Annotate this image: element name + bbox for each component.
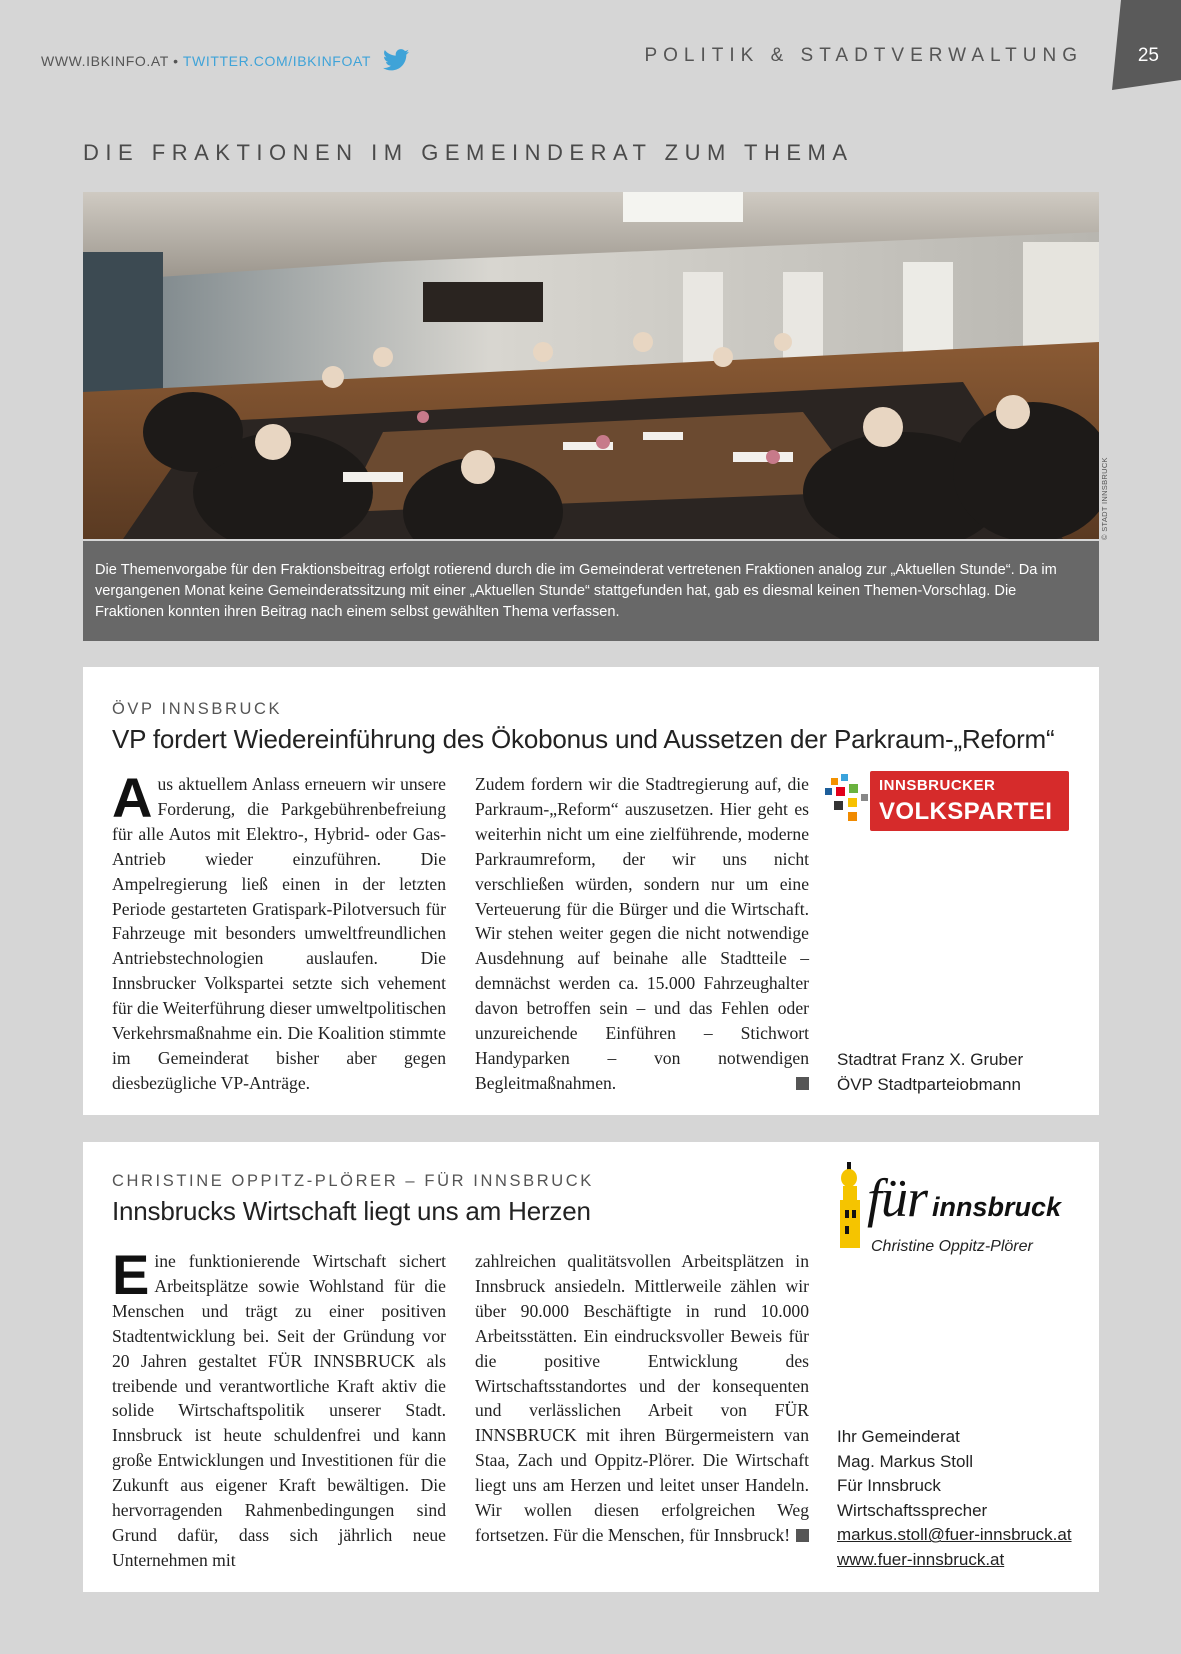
article-oevp bbox=[83, 667, 1099, 1115]
site-links bbox=[41, 49, 409, 71]
article-kicker: CHRISTINE OPPITZ-PLÖRER – FÜR INNSBRUCK bbox=[112, 1172, 594, 1190]
end-mark bbox=[796, 1077, 809, 1090]
page-number: 25 bbox=[1137, 45, 1159, 66]
council-photo bbox=[83, 192, 1099, 539]
signature-block bbox=[837, 1425, 1072, 1573]
article-column-1 bbox=[112, 766, 446, 1096]
article-title: Innsbrucks Wirtschaft liegt uns am Herzen bbox=[112, 1196, 591, 1226]
article-column-2 bbox=[475, 1249, 809, 1548]
article-column-2 bbox=[475, 772, 809, 1096]
end-mark bbox=[796, 1529, 809, 1542]
logo-fuer: für bbox=[867, 1168, 928, 1228]
drop-cap: A bbox=[112, 766, 153, 829]
logo-wordmark bbox=[870, 771, 1069, 831]
website-link[interactable]: www.fuer-innsbruck.at bbox=[837, 1549, 1005, 1569]
logo-name: Christine Oppitz-Plörer bbox=[871, 1238, 1033, 1255]
volkspartei-logo bbox=[825, 771, 1069, 833]
link-separator: • bbox=[168, 53, 183, 69]
twitter-link[interactable]: TWITTER.COM/IBKINFOAT bbox=[182, 53, 371, 69]
column-text: zahlreichen qualitätsvollen Arbeitsplätzen in Innsbruck ansiedeln. Mittlerweile zählen wir über 90.000 Beschäftigte in rund 10.000 Arbeitsstätten. Ein eindrucksvoller Beweis für die positive Entwicklung des Wirtschaftsstandortes und der konsequenten und verlässlichen Arbeit von FÜR INNSBRUCK mit ihren Bürgermeistern van Staa, Zach und Oppitz-Plörer. Die Wirtschaft liegt uns am Herzen und leitet unser Handeln. Wir wollen diesen erfolgreichen Weg fortsetzen. Für die Menschen, für Innsbruck! bbox=[475, 1251, 809, 1545]
email-link[interactable]: markus.stoll@fuer-innsbruck.at bbox=[837, 1525, 1072, 1545]
logo-line-2: VOLKSPARTEI bbox=[879, 798, 1053, 825]
photo-caption: Die Themenvorgabe für den Fraktionsbeitrag erfolgt rotierend durch die im Gemeinderat vertretenen Fraktionen analog zur „Aktuellen Stunde“. Da im vergangenen Monat keine Gemeinderatssitzung mit einer „Aktuellen Stunde“ stattgefunden hat, gab es diesmal keinen Themen-Vorschlag. Die Fraktionen konnten ihren Beitrag nach einem selbst gewählten Thema verfassen. bbox=[83, 541, 1099, 641]
tower-icon bbox=[835, 1162, 867, 1248]
column-text: us aktuellem Anlass erneuern wir unsere Forderung, die Parkgebührenbefreiung für alle Autos mit Elektro-, Hybrid- oder Gas-Antrieb wieder einzuführen. Die Ampelregierung ließ einen in der letzten Periode gestarteten Gratispark-Pilotversuch für Fahrzeuge mit besonders umweltfreundlichen Antriebstechnologien auslaufen. Die Innsbrucker Volkspartei setzte sich vehement für die Weiterführung dieser umweltpolitischen Verkehrsmaßnahme ein. Die Koalition stimmte im Gemeinderat bisher aber gegen diesbezügliche VP-Anträge. bbox=[112, 774, 446, 1093]
signature-line: Wirtschaftssprecher bbox=[837, 1500, 988, 1520]
article-fuer-innsbruck bbox=[83, 1142, 1099, 1592]
signature-line: Ihr Gemeinderat bbox=[837, 1427, 960, 1446]
council-chamber-image bbox=[83, 192, 1099, 539]
logo-squares-icon bbox=[825, 774, 869, 828]
signature-block bbox=[837, 1048, 1023, 1097]
signature-line: ÖVP Stadtparteiobmann bbox=[837, 1074, 1021, 1094]
article-kicker: ÖVP INNSBRUCK bbox=[112, 700, 283, 718]
column-text: ine funktionierende Wirtschaft sichert Arbeitsplätze sowie Wohlstand für die Menschen und trägt zu einer positiven Stadtentwicklung bei. Seit der Gründung vor 20 Jahren gestaltet FÜR INNSBRUCK als treibende und verantwortliche Kraft aktiv die solide Wirtschaftspolitik unserer Stadt. Innsbruck ist heute schuldenfrei und kann große Entwicklungen und Investitionen für die Zukunft aus eigener Kraft bewältigen. Die hervorragenden Rahmenbedingungen sind Grund dafür, dass sich jährlich neue Unternehmen mit bbox=[112, 1251, 446, 1570]
page-heading: DIE FRAKTIONEN IM GEMEINDERAT ZUM THEMA bbox=[83, 140, 854, 165]
article-title: VP fordert Wiedereinführung des Ökobonus und Aussetzen der Parkraum-„Reform“ bbox=[112, 724, 1055, 754]
column-text: Zudem fordern wir die Stadtregierung auf, die Parkraum-„Reform“ auszusetzen. Hier geht es weiterhin nicht um eine zielführende, moderne Parkraumreform, der wir uns nicht verschließen würden, sondern nur um eine Verteuerung für die Bürger und die Wirtschaft. Wir stehen weiter gegen die nicht notwendige Ausdehnung auf beinahe alle Stadtteile – demnächst werden ca. 15.000 Fahrzeughalter davon betroffen sein – und das Fehlen oder unzureichende Einführen – Stichwort Handyparken – von notwendigen Begleitmaßnahmen. bbox=[475, 774, 809, 1093]
logo-line-1: INNSBRUCKER bbox=[879, 777, 996, 794]
fuer-innsbruck-logo bbox=[835, 1162, 1075, 1262]
photo-credit: © STADT INNSBRUCK bbox=[1100, 457, 1109, 540]
signature-line: Stadtrat Franz X. Gruber bbox=[837, 1050, 1024, 1069]
signature-line: Für Innsbruck bbox=[837, 1476, 941, 1496]
page-header bbox=[0, 0, 1181, 110]
logo-innsbruck: innsbruck bbox=[932, 1192, 1062, 1222]
twitter-bird-icon[interactable] bbox=[383, 49, 409, 71]
signature-line: Mag. Markus Stoll bbox=[837, 1451, 974, 1471]
drop-cap: E bbox=[112, 1243, 150, 1306]
site-url-link[interactable]: WWW.IBKINFO.AT bbox=[41, 53, 169, 69]
section-title: POLITIK & STADTVERWALTUNG bbox=[644, 45, 1083, 66]
article-column-1 bbox=[112, 1243, 446, 1573]
